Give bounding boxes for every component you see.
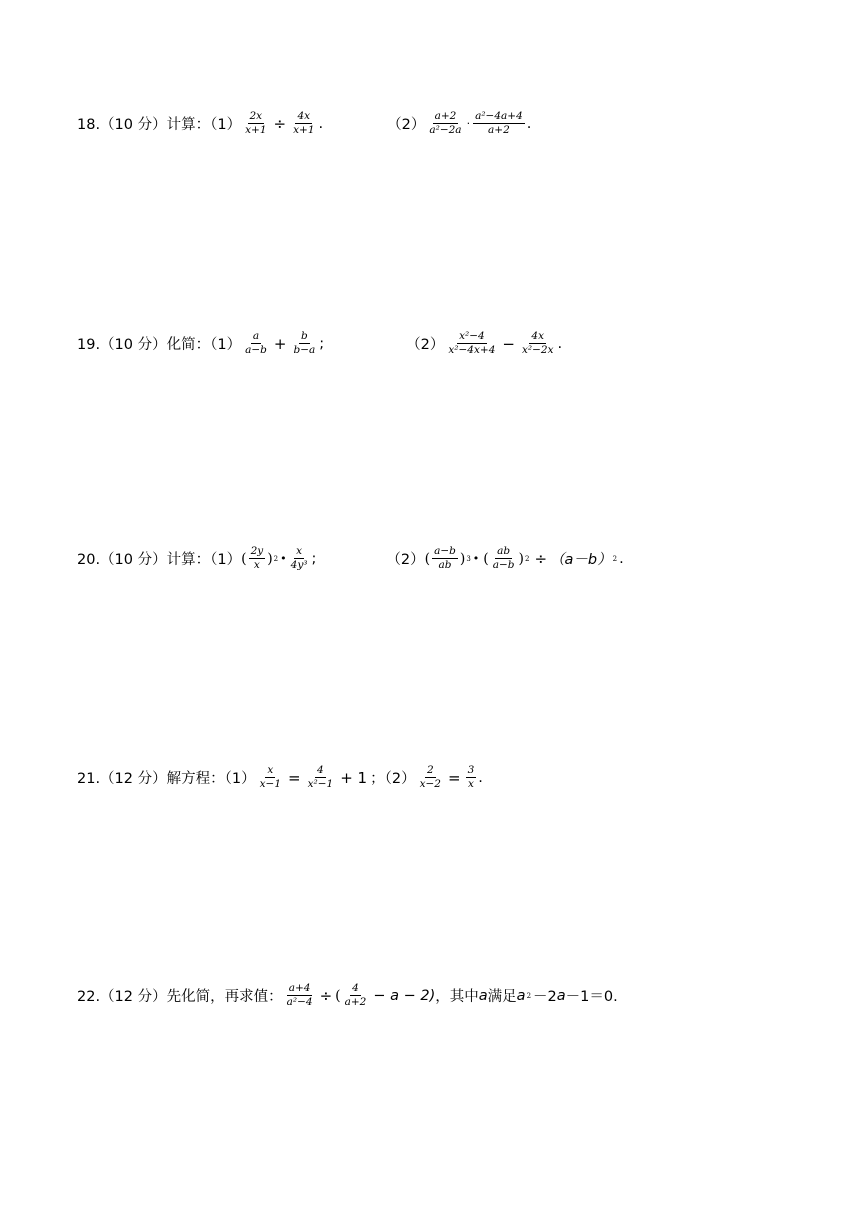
fraction-numerator: 4 bbox=[352, 982, 359, 994]
fraction-denominator: x²−2x bbox=[521, 344, 554, 356]
fraction-denominator: x+1 bbox=[293, 124, 315, 136]
fraction-denominator: x²−4x+4 bbox=[448, 344, 496, 356]
punctuation: ; bbox=[311, 550, 317, 567]
fraction-denominator: a²−2a bbox=[429, 124, 462, 136]
condition-intro: ，其中 bbox=[435, 989, 479, 1005]
fraction-denominator: a²−4 bbox=[286, 996, 313, 1008]
fraction bbox=[243, 330, 269, 357]
fraction bbox=[243, 110, 268, 137]
punctuation: ; bbox=[319, 335, 325, 352]
punctuation: . bbox=[619, 550, 624, 567]
problem-21 bbox=[77, 764, 483, 791]
divide-operator: ÷ bbox=[319, 986, 333, 1005]
divide-operator: ÷ bbox=[534, 549, 548, 568]
fraction bbox=[343, 982, 369, 1009]
fraction-numerator: a²−4a+4 bbox=[475, 110, 523, 122]
divide-operator: ÷ bbox=[273, 114, 287, 133]
fraction-numerator: x bbox=[296, 545, 303, 557]
punctuation: . bbox=[557, 335, 563, 352]
fraction bbox=[306, 764, 336, 791]
fraction-numerator: x bbox=[267, 764, 274, 776]
plus-operator: + bbox=[273, 334, 287, 353]
fraction-numerator: a+4 bbox=[288, 982, 311, 994]
fraction bbox=[418, 764, 443, 791]
problem-22 bbox=[77, 982, 618, 1009]
problem-20-label: 20.（10 分）计算：（1） bbox=[77, 552, 242, 568]
exponent: 2 bbox=[273, 554, 279, 563]
condition-expression-tail: －1＝0. bbox=[565, 989, 618, 1005]
minus-operator: − bbox=[502, 334, 515, 353]
fraction-numerator: 2x bbox=[249, 110, 263, 122]
exponent: 2 bbox=[612, 554, 618, 563]
fraction-numerator: 2 bbox=[426, 764, 434, 776]
fraction bbox=[491, 545, 517, 572]
variable: a bbox=[516, 987, 526, 1004]
problem-19-label: 19.（10 分）化简：（1） bbox=[77, 337, 242, 353]
variable: a bbox=[478, 987, 488, 1004]
condition-expression: －2 bbox=[533, 989, 557, 1005]
fraction-numerator: 4 bbox=[317, 764, 324, 776]
multiply-dot: • bbox=[472, 552, 480, 565]
fraction bbox=[473, 110, 525, 137]
fraction-denominator: x bbox=[253, 559, 260, 571]
subpart-label: （2） bbox=[387, 117, 426, 133]
punctuation: . bbox=[526, 115, 532, 132]
left-paren: ( bbox=[335, 987, 341, 1004]
fraction bbox=[249, 545, 266, 572]
fraction-numerator: 4x bbox=[531, 330, 545, 342]
fraction-denominator: a−b bbox=[245, 344, 267, 356]
left-paren: ( bbox=[424, 550, 431, 567]
subpart-label: （2） bbox=[386, 552, 425, 568]
problem-22-label: 22.（12 分）先化简，再求值： bbox=[77, 989, 283, 1005]
problem-20 bbox=[77, 545, 624, 572]
fraction-numerator: 3 bbox=[467, 764, 475, 776]
fraction-numerator: x²−4 bbox=[459, 330, 485, 342]
fraction-denominator: ab bbox=[438, 559, 452, 571]
fraction-numerator: a−b bbox=[434, 545, 456, 557]
fraction-denominator: a−b bbox=[492, 559, 515, 571]
fraction-numerator: 4x bbox=[297, 110, 311, 122]
right-paren: ) bbox=[267, 550, 273, 567]
fraction-denominator: x+1 bbox=[245, 124, 267, 136]
subpart-separator: ；（2） bbox=[370, 771, 416, 787]
fraction-numerator: ab bbox=[497, 545, 511, 557]
fraction-denominator: x²−1 bbox=[307, 778, 334, 790]
fraction-denominator: a+2 bbox=[344, 996, 367, 1008]
fraction bbox=[466, 764, 477, 791]
multiply-dot: • bbox=[280, 552, 287, 565]
punctuation: . bbox=[318, 115, 324, 132]
fraction bbox=[446, 330, 497, 357]
fraction bbox=[291, 110, 316, 137]
problem-19 bbox=[77, 330, 562, 357]
left-paren: ( bbox=[241, 550, 247, 567]
fraction-numerator: a bbox=[252, 330, 260, 342]
subpart-label: （2） bbox=[406, 337, 445, 353]
fraction bbox=[520, 330, 556, 357]
problem-18-label: 18.（10 分）计算：（1） bbox=[77, 117, 242, 133]
expression-rest: − a − 2) bbox=[373, 987, 436, 1004]
multiply-operator: · bbox=[466, 117, 471, 130]
fraction bbox=[432, 545, 458, 572]
fraction-denominator: 4y³ bbox=[290, 559, 308, 571]
fraction-denominator: x−1 bbox=[259, 778, 282, 790]
expression-tail: （a－b） bbox=[550, 552, 612, 568]
fraction bbox=[285, 982, 315, 1009]
plus-one: + 1 bbox=[340, 768, 368, 787]
exponent: 2 bbox=[526, 991, 532, 1000]
fraction bbox=[427, 110, 463, 137]
right-paren: ) bbox=[459, 550, 466, 567]
fraction bbox=[291, 330, 317, 357]
fraction-denominator: a+2 bbox=[488, 124, 510, 136]
problem-18 bbox=[77, 110, 531, 137]
fraction-denominator: b−a bbox=[293, 344, 316, 356]
fraction bbox=[289, 545, 310, 572]
exponent: 2 bbox=[525, 554, 530, 563]
equals-operator: = bbox=[288, 768, 301, 787]
fraction-denominator: x bbox=[467, 778, 474, 790]
left-paren: ( bbox=[483, 550, 489, 567]
condition-text: 满足 bbox=[487, 989, 517, 1005]
exponent: 3 bbox=[466, 554, 471, 563]
right-paren: ) bbox=[518, 550, 524, 567]
fraction-numerator: b bbox=[300, 330, 308, 342]
fraction-denominator: x−2 bbox=[419, 778, 441, 790]
problem-21-label: 21.（12 分）解方程：（1） bbox=[77, 771, 256, 787]
fraction-numerator: 2y bbox=[250, 545, 264, 557]
equals-operator: = bbox=[447, 768, 461, 787]
punctuation: . bbox=[478, 769, 483, 786]
fraction-numerator: a+2 bbox=[434, 110, 457, 122]
fraction bbox=[258, 764, 283, 791]
variable: a bbox=[556, 987, 566, 1004]
